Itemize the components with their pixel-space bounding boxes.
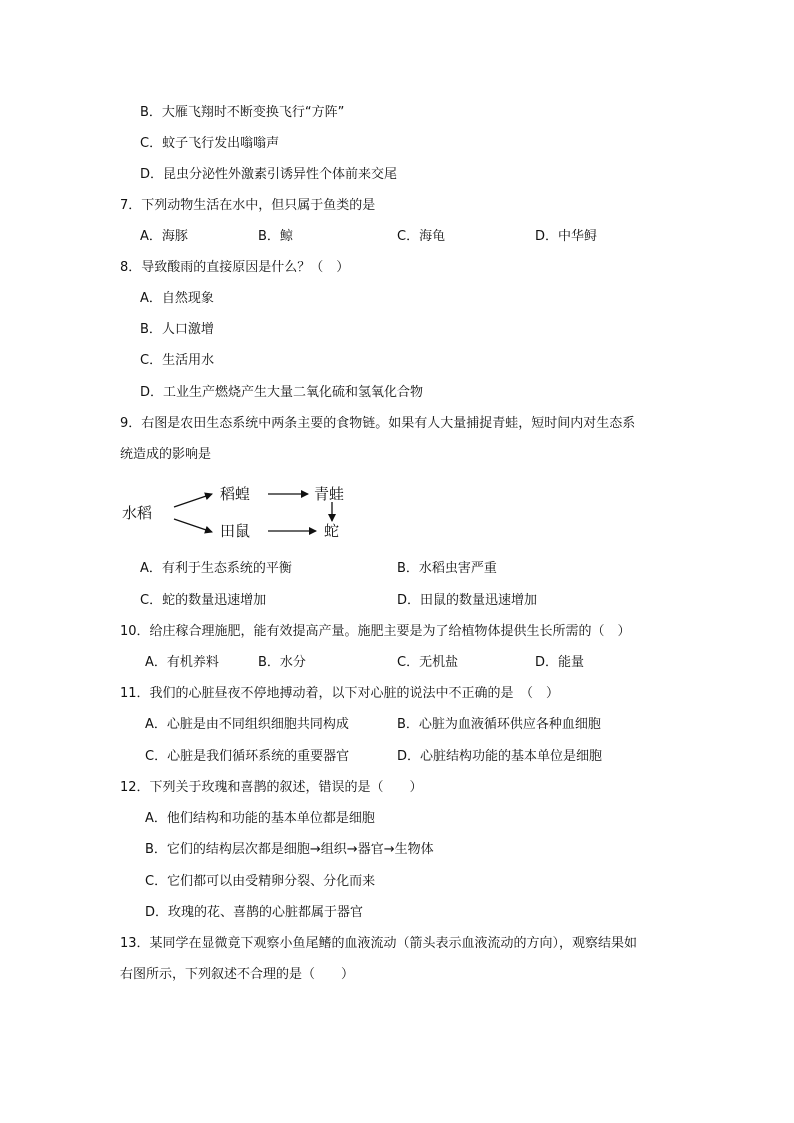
- q12-option-c: C．它们都可以由受精卵分裂、分化而来: [145, 874, 376, 889]
- q10-option-b: B．水分: [258, 655, 306, 670]
- q7-stem: 7．下列动物生活在水中，但只属于鱼类的是: [120, 198, 376, 213]
- arrow-rice-to-locust: [174, 494, 212, 507]
- q11-stem: 11．我们的心脏昼夜不停地搏动着，以下对心脏的说法中不正确的是 （ ）: [120, 686, 560, 701]
- q10-option-a: A．有机养料: [145, 655, 219, 670]
- q8-option-b: B．人口激增: [140, 322, 214, 337]
- q7-option-c: C．海龟: [397, 229, 446, 244]
- q9-option-a: A．有利于生态系统的平衡: [140, 561, 292, 576]
- q9-option-c: C．蛇的数量迅速增加: [140, 593, 267, 608]
- q7-option-d: D．中华鲟: [535, 229, 598, 244]
- q12-stem: 12．下列关于玫瑰和喜鹊的叙述，错误的是（ ）: [120, 780, 423, 795]
- q6-option-d: D．昆虫分泌性外激素引诱异性个体前来交尾: [140, 167, 398, 182]
- q10-option-d: D．能量: [535, 655, 585, 670]
- q13-stem-line1: 13．某同学在显微竟下观察小鱼尾鳍的血液流动（箭头表示血液流动的方向），观察结果如: [120, 936, 638, 951]
- q7-option-a: A．海豚: [140, 229, 188, 244]
- q12-option-d: D．玫瑰的花、喜鹊的心脏都属于器官: [145, 905, 364, 920]
- q11-option-b: B．心脏为血液循环供应各种血细胞: [397, 717, 601, 732]
- diagram-label-snake: 蛇: [324, 522, 340, 540]
- q9-stem-line2: 统造成的影响是: [120, 447, 212, 462]
- q12-option-b: B．它们的结构层次都是细胞→组织→器官→生物体: [145, 842, 434, 857]
- q12-option-a: A．他们结构和功能的基本单位都是细胞: [145, 811, 375, 826]
- q9-option-d: D．田鼠的数量迅速增加: [397, 593, 538, 608]
- q8-option-c: C．生活用水: [140, 353, 215, 368]
- q11-option-c: C．心脏是我们循环系统的重要器官: [145, 749, 350, 764]
- q9-stem-line1: 9．右图是农田生态系统中两条主要的食物链。如果有人大量捕捉青蛙，短时间内对生态系: [120, 416, 636, 431]
- q10-option-c: C．无机盐: [397, 655, 459, 670]
- q10-stem: 10．给庄稼合理施肥，能有效提高产量。施肥主要是为了给植物体提供生长所需的（ ）: [120, 624, 631, 639]
- q13-stem-line2: 右图所示，下列叙述不合理的是（ ）: [120, 967, 355, 982]
- diagram-label-locust: 稻蝗: [220, 485, 251, 503]
- q6-option-c: C．蚊子飞行发出嗡嗡声: [140, 136, 280, 151]
- arrow-rice-to-mouse: [174, 519, 212, 532]
- q8-option-d: D．工业生产燃烧产生大量二氧化硫和氢氧化合物: [140, 385, 424, 400]
- diagram-label-rice: 水稻: [122, 504, 153, 522]
- diagram-label-mouse: 田鼠: [220, 522, 251, 540]
- q9-option-b: B．水稻虫害严重: [397, 561, 497, 576]
- q8-option-a: A．自然现象: [140, 291, 214, 306]
- q11-option-d: D．心脏结构功能的基本单位是细胞: [397, 749, 603, 764]
- q8-stem: 8．导致酸雨的直接原因是什么？（ ）: [120, 260, 350, 275]
- food-chain-diagram: [118, 478, 368, 548]
- q7-option-b: B．鲸: [258, 229, 293, 244]
- q6-option-b: B．大雁飞翔时不断变换飞行“方阵”: [140, 105, 345, 120]
- q11-option-a: A．心脏是由不同组织细胞共同构成: [145, 717, 349, 732]
- diagram-label-frog: 青蛙: [314, 485, 345, 503]
